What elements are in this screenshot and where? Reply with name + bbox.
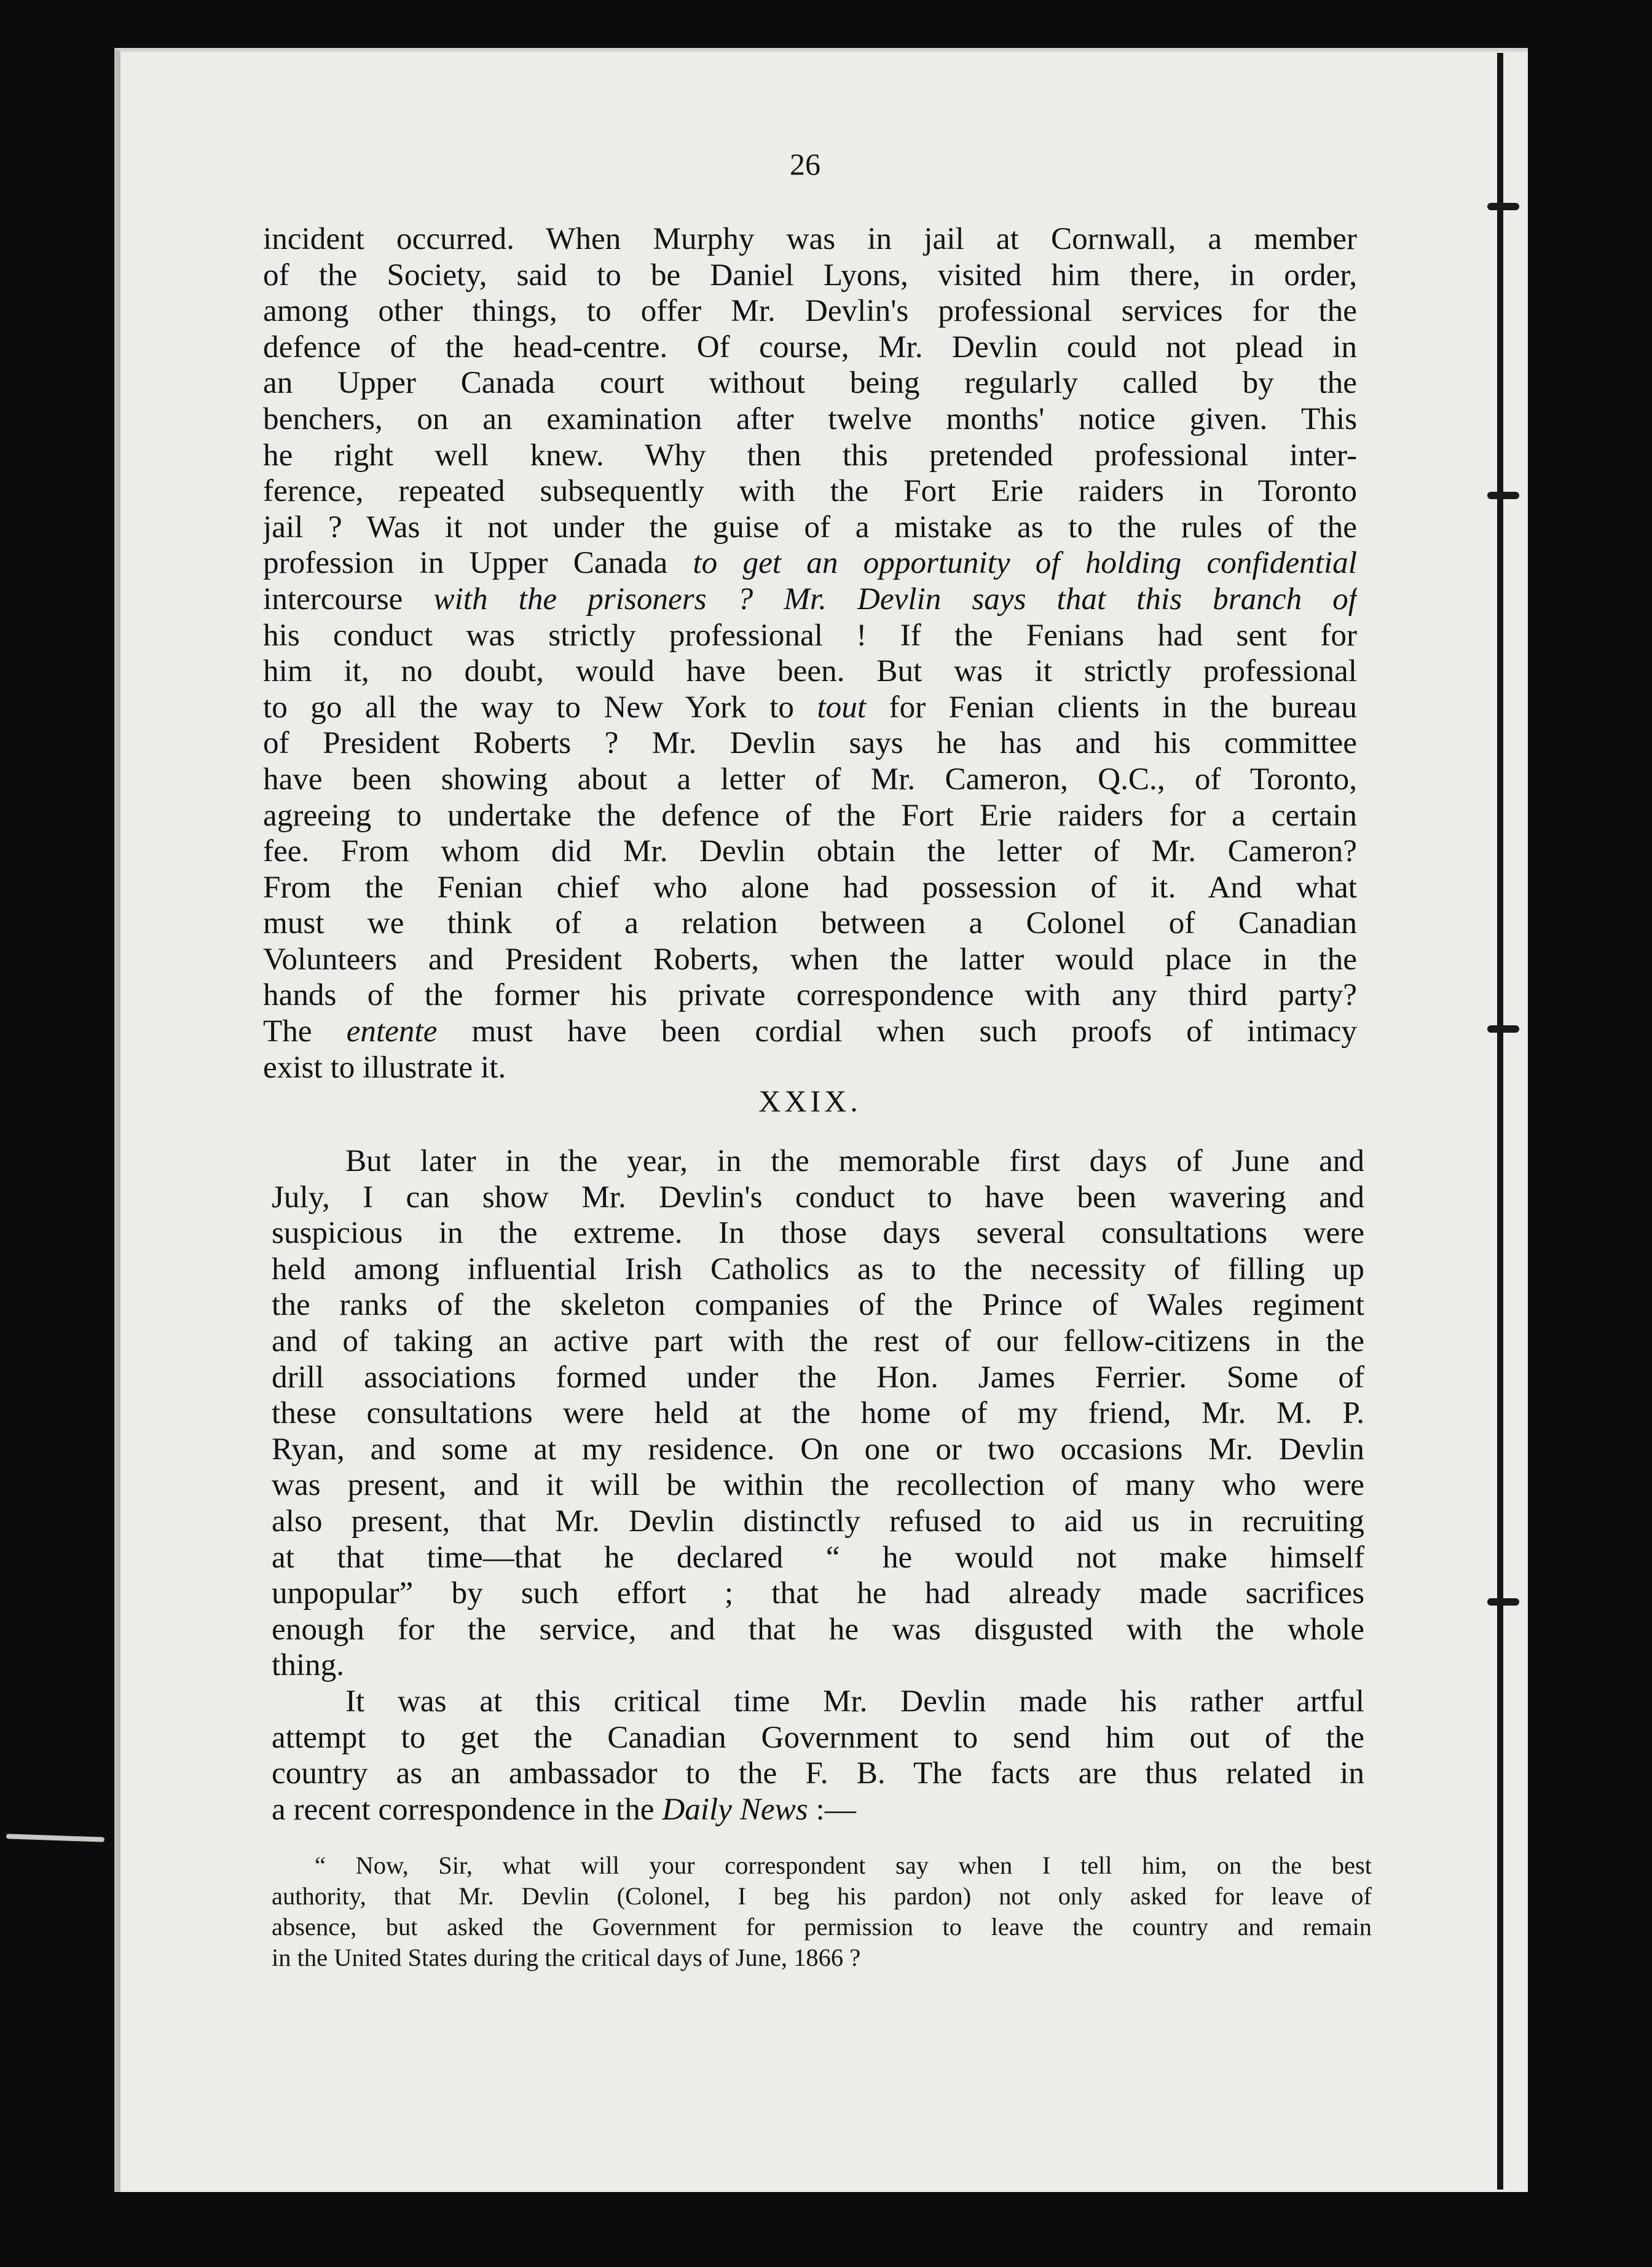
- text-line: [263, 1014, 1357, 1050]
- text-line: [263, 582, 1357, 618]
- text-segment: exist to illustrate it.: [263, 1049, 506, 1085]
- text-segment: have been showing about a letter of Mr. Cameron, Q.C., of Toronto,: [263, 761, 1357, 797]
- text-line: thing.: [272, 1647, 345, 1683]
- text-line: [263, 834, 1357, 870]
- text-line: [263, 365, 1357, 401]
- text-line: [263, 473, 1357, 510]
- page-number: 26: [790, 147, 820, 181]
- text-segment: :—: [808, 1791, 856, 1827]
- binding-mark: [1487, 1598, 1519, 1606]
- text-segment: ference, repeated subsequently with the Fort Erie raiders in Toronto: [263, 473, 1357, 509]
- text-segment: agreeing to undertake the defence of the Fort Erie raiders for a certain: [263, 797, 1357, 833]
- text-segment: must have been cordial when such proofs of intimacy: [437, 1014, 1357, 1049]
- text-line: held among influential Irish Catholics as to the necessity of filling up: [272, 1251, 1364, 1287]
- text-line: these consultations were held at the home of my friend, Mr. M. P.: [272, 1395, 1364, 1431]
- text-segment: he right well knew. Why then this pretended professional inter-: [263, 437, 1357, 473]
- text-line: [263, 690, 1357, 726]
- text-segment: must we think of a relation between a Colonel of Canadian: [263, 905, 1357, 941]
- text-segment: hands of the former his private correspondence with any third party?: [263, 977, 1357, 1013]
- section-heading: XXIX.: [758, 1084, 862, 1118]
- paragraph-2: [272, 1143, 1364, 1827]
- text-line: also present, that Mr. Devlin distinctly refused to aid us in recruiting: [272, 1503, 1364, 1539]
- text-line: Ryan, and some at my residence. On one or two occasions Mr. Devlin: [272, 1431, 1364, 1467]
- text-segment: a recent correspondence in the: [272, 1791, 663, 1827]
- binding-mark: [1487, 1025, 1519, 1033]
- text-line: [263, 618, 1357, 654]
- text-segment: to go all the way to New York to: [263, 689, 817, 725]
- italic-text: with the prisoners ? Mr. Devlin says that this branch of: [403, 581, 1357, 617]
- text-segment: fee. From whom did Mr. Devlin obtain the letter of Mr. Cameron?: [263, 834, 1357, 869]
- italic-text: entente: [346, 1014, 438, 1049]
- text-line: [263, 798, 1357, 834]
- text-segment: intercourse: [263, 581, 403, 617]
- text-segment: benchers, on an examination after twelve months' notice given. This: [263, 401, 1357, 436]
- text-segment: of the Society, said to be Daniel Lyons, visited him there, in order,: [263, 257, 1357, 293]
- paragraph-1: [263, 221, 1357, 1086]
- binding-gutter: [1497, 53, 1503, 2190]
- text-line: [263, 725, 1357, 762]
- text-line: authority, that Mr. Devlin (Colonel, I beg his pardon) not only asked for leave of: [272, 1882, 1372, 1910]
- text-segment: for Fenian clients in the bureau: [866, 689, 1357, 725]
- italic-text: tout: [817, 689, 867, 725]
- text-line: was present, and it will be within the recollection of many who were: [272, 1467, 1364, 1503]
- text-line: [272, 1720, 1364, 1756]
- italic-text: Daily News: [662, 1791, 808, 1827]
- text-segment: It was at this critical time Mr. Devlin made his rather artful: [345, 1683, 1364, 1719]
- text-line: [263, 977, 1357, 1014]
- text-segment: his conduct was strictly professional ! If the Fenians had sent for: [263, 617, 1357, 653]
- binding-mark: [1487, 203, 1519, 210]
- text-line: suspicious in the extreme. In those days several consultations were: [272, 1215, 1364, 1251]
- text-segment: an Upper Canada court without being regularly called by the: [263, 365, 1357, 401]
- text-segment: profession in Upper Canada: [263, 545, 693, 581]
- text-line: at that time—that he declared “ he would not make himself: [272, 1539, 1364, 1575]
- text-segment: The: [263, 1014, 347, 1049]
- text-line: But later in the year, in the memorable first days of June and: [345, 1143, 1364, 1178]
- text-line: [272, 1684, 1364, 1720]
- text-segment: of President Roberts ? Mr. Devlin says he has and his committee: [263, 725, 1357, 761]
- text-line: [272, 1792, 1364, 1828]
- text-line: enough for the service, and that he was disgusted with the whole: [272, 1611, 1364, 1647]
- text-line: [263, 401, 1357, 438]
- text-line: in the United States during the critical days of June, 1866 ?: [272, 1944, 861, 1971]
- text-line: July, I can show Mr. Devlin's conduct to have been wavering and: [272, 1179, 1364, 1215]
- italic-text: to get an opportunity of holding confidential: [693, 545, 1357, 581]
- text-line: [263, 329, 1357, 366]
- text-line: [263, 221, 1357, 258]
- text-line: [272, 1756, 1364, 1792]
- text-segment: Volunteers and President Roberts, when the latter would place in the: [263, 941, 1357, 977]
- text-line: the ranks of the skeleton companies of the Prince of Wales regiment: [272, 1287, 1364, 1323]
- text-segment: jail ? Was it not under the guise of a mistake as to the rules of the: [263, 509, 1357, 545]
- text-line: [263, 870, 1357, 906]
- paragraph-3: [272, 1684, 1364, 1827]
- text-segment: attempt to get the Canadian Government to send him out of the: [272, 1719, 1364, 1755]
- text-line: [263, 653, 1357, 690]
- binding-mark: [1487, 492, 1519, 499]
- text-segment: defence of the head-centre. Of course, Mr. Devlin could not plead in: [263, 329, 1357, 365]
- text-line: [263, 762, 1357, 798]
- text-line: [263, 438, 1357, 474]
- text-line: unpopular” by such effort ; that he had already made sacrifices: [272, 1575, 1364, 1611]
- text-line: [263, 545, 1357, 582]
- text-segment: incident occurred. When Murphy was in jail at Cornwall, a member: [263, 221, 1357, 256]
- text-segment: From the Fenian chief who alone had possession of it. And what: [263, 869, 1357, 905]
- text-line: [263, 905, 1357, 942]
- text-line: drill associations formed under the Hon. James Ferrier. Some of: [272, 1359, 1364, 1395]
- text-segment: country as an ambassador to the F. B. The facts are thus related in: [272, 1756, 1364, 1791]
- text-line: “ Now, Sir, what will your correspondent say when I tell him, on the best: [315, 1851, 1372, 1879]
- text-line: [263, 258, 1357, 294]
- text-line: [263, 510, 1357, 546]
- block-quote: [272, 1850, 1372, 1973]
- text-line: [263, 1050, 1357, 1086]
- text-segment: him it, no doubt, would have been. But was it strictly professional: [263, 653, 1357, 689]
- text-line: [263, 942, 1357, 978]
- text-line: and of taking an active part with the rest of our fellow-citizens in the: [272, 1323, 1364, 1358]
- text-segment: among other things, to offer Mr. Devlin's professional services for the: [263, 293, 1357, 329]
- text-line: [263, 293, 1357, 329]
- text-line: absence, but asked the Government for permission to leave the country and remain: [272, 1913, 1372, 1941]
